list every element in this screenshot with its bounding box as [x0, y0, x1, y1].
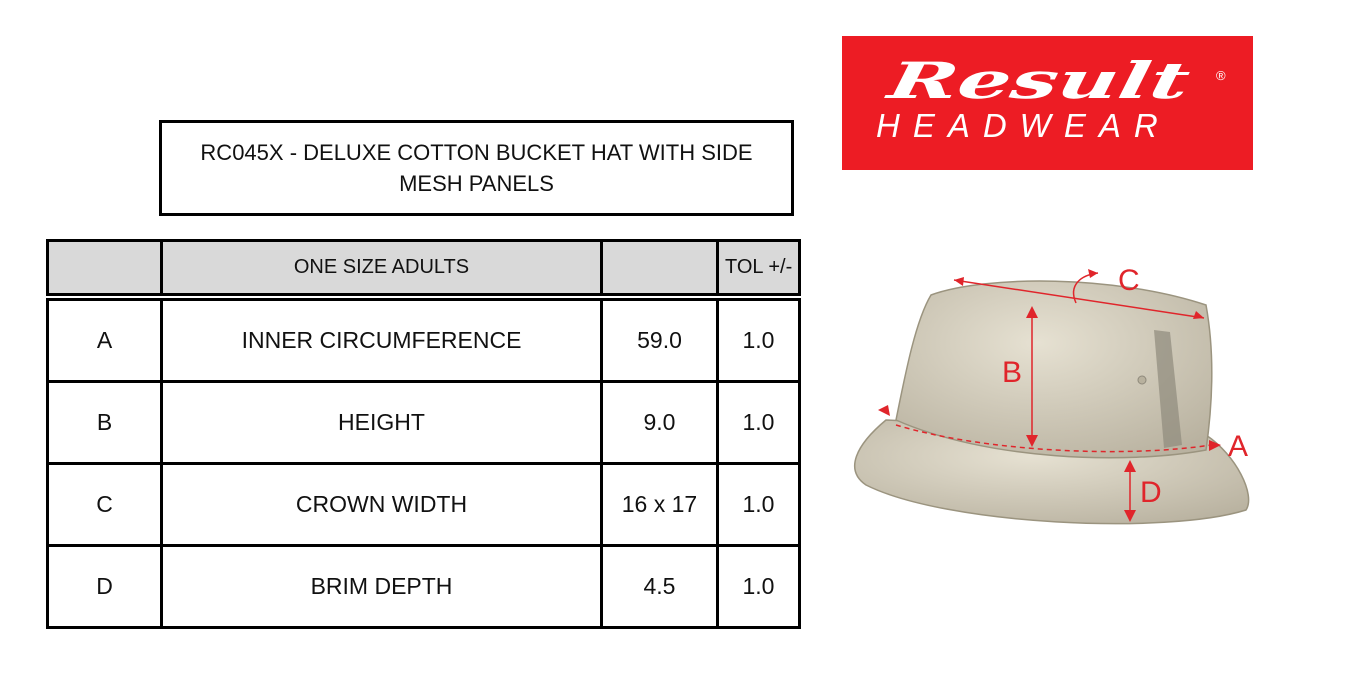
arrow-icon [878, 405, 890, 416]
measure-tolerance: 1.0 [718, 546, 800, 628]
eyelet [1138, 376, 1146, 384]
measure-value: 4.5 [602, 546, 718, 628]
header-cell-code [48, 241, 162, 298]
measure-label: HEIGHT [162, 382, 602, 464]
label-b: B [1002, 356, 1023, 389]
table-row [48, 546, 800, 628]
measure-value: 9.0 [602, 382, 718, 464]
measure-label: BRIM DEPTH [162, 546, 602, 628]
measure-label: CROWN WIDTH [162, 464, 602, 546]
brand-logo-mark [842, 36, 1253, 170]
size-spec-table [46, 239, 801, 629]
measure-value: 16 x 17 [602, 464, 718, 546]
label-c: C [1118, 264, 1140, 297]
measure-tolerance: 1.0 [718, 464, 800, 546]
label-a: A [1228, 430, 1249, 463]
measure-tolerance: 1.0 [718, 297, 800, 382]
measure-tolerance: 1.0 [718, 382, 800, 464]
product-title [159, 120, 794, 216]
result-headwear-logo [842, 36, 1253, 170]
header-cell-tolerance: TOL +/- [718, 241, 800, 298]
table-row [48, 464, 800, 546]
brand-subline: HEADWEAR [876, 107, 1171, 144]
arrow-icon [1088, 269, 1098, 278]
measure-code: D [48, 546, 162, 628]
product-title-text: RC045X - DELUXE COTTON BUCKET HAT WITH SIDE MESH PANELS [200, 140, 753, 196]
bucket-hat-diagram [836, 240, 1276, 540]
label-d: D [1140, 476, 1162, 509]
header-cell-value [602, 241, 718, 298]
registered-mark: ® [1216, 68, 1226, 83]
brand-wordmark: Result [883, 51, 1075, 110]
measure-code: B [48, 382, 162, 464]
table-header-row [48, 241, 800, 298]
arrow-icon [954, 277, 964, 286]
table-row [48, 382, 800, 464]
measure-value: 59.0 [602, 297, 718, 382]
table-row [48, 297, 800, 382]
measure-code: C [48, 464, 162, 546]
measure-code: A [48, 297, 162, 382]
measure-label: INNER CIRCUMFERENCE [162, 297, 602, 382]
header-cell-size: ONE SIZE ADULTS [162, 241, 602, 298]
